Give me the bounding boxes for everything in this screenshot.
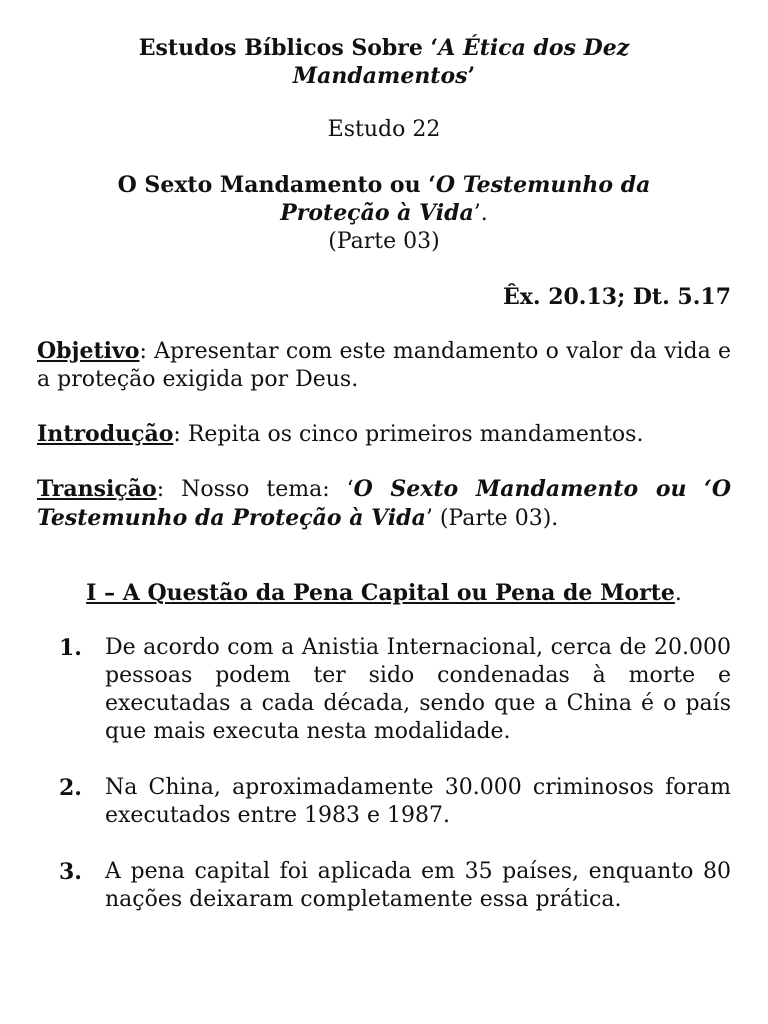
objective-text: : Apresentar com este mandamento o valor da vida e a proteção exigida por Deus. xyxy=(37,339,731,392)
document-page xyxy=(37,34,731,914)
introduction-text: : Repita os cinco primeiros mandamentos. xyxy=(173,422,644,447)
introduction-label: Introdução xyxy=(37,421,174,447)
list-item-number: 3. xyxy=(59,859,82,885)
objective-label: Objetivo xyxy=(37,338,140,364)
list-item-number: 1. xyxy=(59,635,82,661)
objective-paragraph xyxy=(37,337,731,394)
document-title xyxy=(37,34,731,90)
section-heading xyxy=(37,579,731,608)
section-heading-text: I – A Questão da Pena Capital ou Pena de Morte xyxy=(86,580,675,606)
list-item-number: 2. xyxy=(59,775,82,801)
transition-theme: O Sexto Mandamento ou ‘O Testemunho da Proteção à Vida xyxy=(37,476,731,531)
transition-text-prefix: : Nosso tema: ‘ xyxy=(156,477,354,502)
list-item xyxy=(37,774,731,830)
transition-paragraph xyxy=(37,475,731,533)
list-item xyxy=(37,634,731,746)
list-item-text: Na China, aproximadamente 30.000 criminosos foram executados entre 1983 e 1987. xyxy=(105,775,731,828)
title-suffix: ’ xyxy=(467,63,476,89)
study-number: Estudo 22 xyxy=(327,117,441,142)
introduction-paragraph xyxy=(37,420,731,449)
title-italic: A Ética dos Dez Mandamentos xyxy=(292,35,630,89)
numbered-list xyxy=(37,634,731,914)
subtitle-prefix: O Sexto Mandamento ou ‘ xyxy=(117,172,436,198)
transition-label: Transição xyxy=(37,476,157,502)
list-item-text: A pena capital foi aplicada em 35 países, enquanto 80 nações deixaram completamente essa prática. xyxy=(105,859,731,912)
section-heading-suffix: . xyxy=(674,581,682,606)
list-item-text: De acordo com a Anistia Internacional, cerca de 20.000 pessoas podem ter sido condenadas à morte e executadas a cada década, sendo que a China é o país que mais executa nesta modalidade. xyxy=(105,635,731,744)
transition-text-suffix: ’ (Parte 03). xyxy=(425,506,559,531)
scripture-reference: Êx. 20.13; Dt. 5.17 xyxy=(502,284,731,310)
list-item xyxy=(37,858,731,914)
part-label: (Parte 03) xyxy=(328,229,440,254)
subtitle-suffix: ’. xyxy=(473,201,488,226)
title-prefix: Estudos Bíblicos Sobre ‘ xyxy=(138,35,439,61)
lesson-subtitle xyxy=(37,171,731,228)
subtitle-italic: O Testemunho da Proteção à Vida xyxy=(280,172,651,226)
